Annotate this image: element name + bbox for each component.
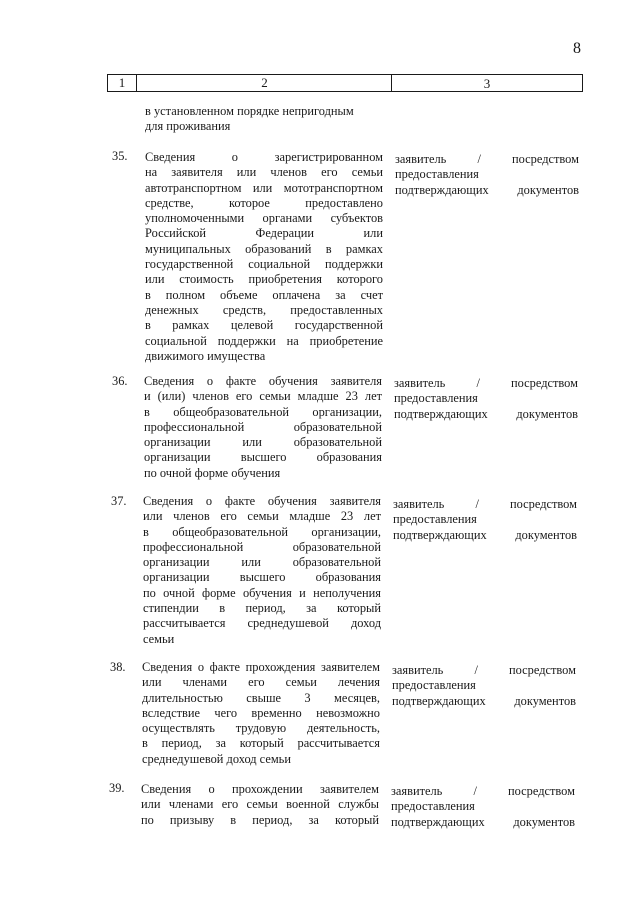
column-header-row [107, 74, 583, 92]
text-line: средстве, которое предоставлено [145, 195, 383, 210]
text-line: по очной форме обучения и неполучения [143, 585, 381, 600]
source-word: посредством [510, 497, 577, 511]
text-line: движимого имущества [145, 348, 266, 363]
text-line: муниципальных образований в рамках [145, 241, 383, 256]
row-number: 35. [112, 149, 128, 163]
row-description [144, 374, 382, 481]
source-word: документов [517, 182, 579, 197]
text-line: или членами его семьи военной службы [141, 797, 379, 812]
source-word: заявитель [393, 497, 445, 511]
text-line: по призыву в период, за который [141, 812, 379, 827]
source-word: заявитель [395, 152, 447, 166]
text-line: по очной форме обучения [144, 465, 281, 480]
source-word: подтверждающих [395, 182, 489, 197]
row-number: 39. [109, 781, 125, 795]
text-line: социальной поддержки на приобретение [145, 333, 383, 348]
text-line: организации высшего образования [143, 570, 381, 585]
row-description [145, 150, 383, 364]
source-word: посредством [508, 784, 575, 798]
source-word: подтверждающих [392, 693, 486, 708]
source-word: подтверждающих [394, 406, 488, 421]
text-line: Сведения о факте прохождения заявителем [142, 660, 380, 674]
row-source [395, 152, 579, 198]
text-line: в общеобразовательной организации, [144, 404, 382, 419]
row-number: 38. [110, 660, 126, 674]
source-word: / [476, 376, 480, 390]
text-line: вследствие чего временно невозможно [142, 705, 380, 720]
column-header-2: 2 [136, 75, 392, 91]
text-line: в полном объеме оплачена за счет [145, 287, 383, 302]
row-source [392, 663, 576, 709]
row-source [391, 784, 575, 830]
text-line: автотранспортном или мототранспортном [145, 180, 383, 195]
text-line: Сведения о факте обучения заявителя [144, 374, 382, 388]
page-number: 8 [573, 40, 581, 57]
row-description [143, 494, 381, 647]
source-word: предоставления [395, 167, 479, 182]
text-line: Российской Федерации или [145, 226, 383, 241]
source-word: заявитель [394, 376, 446, 390]
source-word: предоставления [394, 391, 478, 406]
source-word: посредством [512, 152, 579, 166]
text-line: Сведения о прохождении заявителем [141, 782, 379, 796]
text-line: или членов его семьи младше 23 лет [143, 509, 381, 524]
text-line: среднедушевой доход семьи [142, 751, 291, 766]
text-line: или стоимость приобретения которого [145, 272, 383, 287]
text-line: денежных средств, предоставленных [145, 302, 383, 317]
text-line: семьи [143, 631, 175, 646]
text-line: в период, за который рассчитывается [142, 736, 380, 751]
text-line: длительностью свыше 3 месяцев, [142, 690, 380, 705]
source-word: документов [515, 527, 577, 542]
source-word: посредством [509, 663, 576, 677]
text-line: организации или образовательной [144, 435, 382, 450]
text-line: или членами его семьи лечения [142, 675, 380, 690]
source-word: документов [516, 406, 578, 421]
text-line: профессиональной образовательной [143, 539, 381, 554]
column-header-3: 3 [391, 75, 582, 91]
text-line: профессиональной образовательной [144, 419, 382, 434]
source-word: подтверждающих [393, 527, 487, 542]
text-line: осуществлять трудовую деятельность, [142, 721, 380, 736]
source-word: посредством [511, 376, 578, 390]
source-word: предоставления [391, 799, 475, 814]
source-word: заявитель [392, 663, 444, 677]
source-word: заявитель [391, 784, 443, 798]
text-line: организации или образовательной [143, 555, 381, 570]
source-word: предоставления [392, 678, 476, 693]
row-description [141, 782, 379, 828]
source-word: предоставления [393, 512, 477, 527]
text-line: в общеобразовательной организации, [143, 524, 381, 539]
source-word: документов [514, 693, 576, 708]
text-line: и (или) членов его семьи младше 23 лет [144, 389, 382, 404]
text-line: в рамках целевой государственной [145, 318, 383, 333]
source-word: / [475, 497, 479, 511]
row-number: 36. [112, 374, 128, 388]
text-line: стипендии в период, за который [143, 601, 381, 616]
source-word: / [477, 152, 481, 166]
text-line: на заявителя или членов его семьи [145, 165, 383, 180]
text-line: рассчитывается среднедушевой доход [143, 616, 381, 631]
row-description [142, 660, 380, 767]
text-line: государственной социальной поддержки [145, 257, 383, 272]
text-line: для проживания [145, 119, 231, 134]
row-number: 37. [111, 494, 127, 508]
source-word: документов [513, 814, 575, 829]
text-line: Сведения о факте обучения заявителя [143, 494, 381, 508]
text-line: в установленном порядке непригодным [145, 104, 354, 118]
text-line: организации высшего образования [144, 450, 382, 465]
source-word: / [473, 784, 477, 798]
source-word: подтверждающих [391, 814, 485, 829]
continuation-text [145, 104, 385, 135]
column-header-1: 1 [118, 75, 126, 90]
text-line: Сведения о зарегистрированном [145, 150, 383, 164]
source-word: / [474, 663, 478, 677]
text-line: уполномоченными органами субъектов [145, 211, 383, 226]
row-source [394, 376, 578, 422]
row-source [393, 497, 577, 543]
